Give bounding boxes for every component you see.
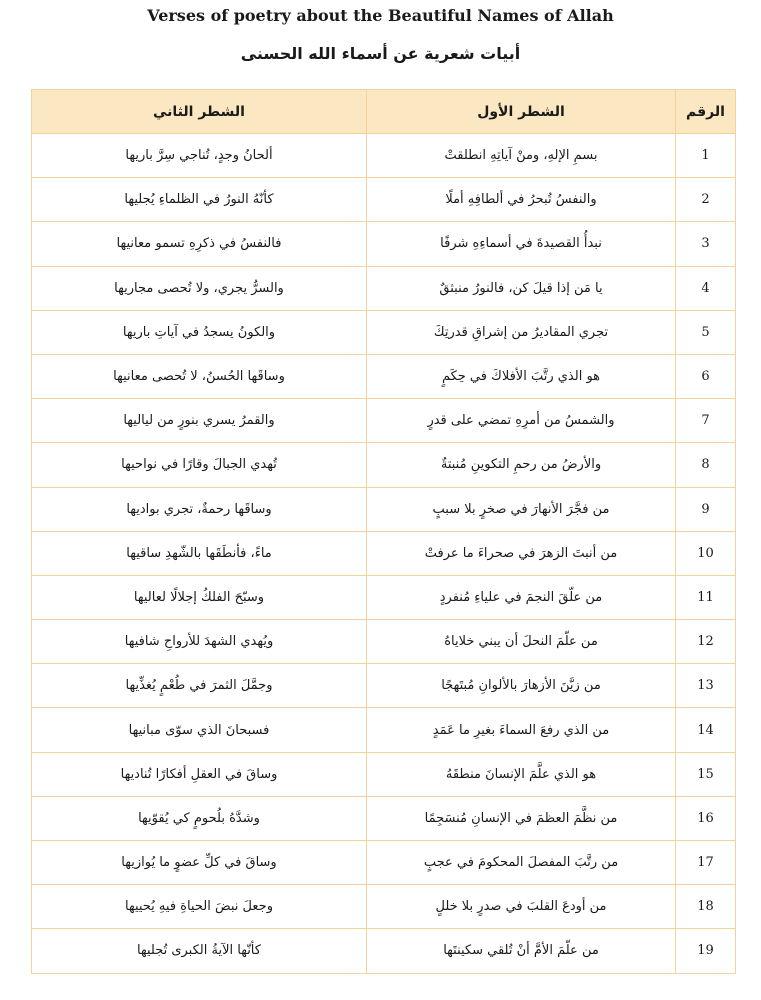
table-header-row xyxy=(32,90,736,134)
table-row xyxy=(32,354,736,398)
table-row xyxy=(32,752,736,796)
row-number: 8 xyxy=(676,443,736,487)
row-number: 4 xyxy=(676,266,736,310)
table-row xyxy=(32,310,736,354)
second-hemistich: ألحانُ وجدٍ، تُناجي سِرَّ باريها xyxy=(32,134,367,178)
second-hemistich: تُهدي الجبالَ وقارًا في نواحيها xyxy=(32,443,367,487)
first-hemistich: من أنبتَ الزهرَ في صحراءَ ما عرفتْ xyxy=(367,531,676,575)
row-number: 1 xyxy=(676,134,736,178)
row-number: 3 xyxy=(676,222,736,266)
row-number: 9 xyxy=(676,487,736,531)
first-hemistich: من علّقَ النجمَ في علياءِ مُنفردٍ xyxy=(367,575,676,619)
table-row xyxy=(32,266,736,310)
first-hemistich: هو الذي علَّمَ الإنسانَ منطقَهُ xyxy=(367,752,676,796)
table-row xyxy=(32,222,736,266)
first-hemistich: يا مَن إذا قيلَ كن، فالنورُ منبثقٌ xyxy=(367,266,676,310)
first-hemistich: من نظَّمَ العظمَ في الإنسانِ مُنسَجِمًا xyxy=(367,796,676,840)
first-hemistich: تجري المقاديرُ من إشراقِ قدرتِكَ xyxy=(367,310,676,354)
first-hemistich: هو الذي رتَّبَ الأفلاكَ في حِكَمٍ xyxy=(367,354,676,398)
row-number: 16 xyxy=(676,796,736,840)
second-hemistich: وجمَّلَ الثمرَ في طُعْمٍ يُغذِّيها xyxy=(32,664,367,708)
verses-table xyxy=(31,89,736,974)
header-number: الرقم xyxy=(676,90,736,134)
second-hemistich: وسبّحَ الفلكُ إجلالًا لعاليها xyxy=(32,575,367,619)
table-row xyxy=(32,664,736,708)
first-hemistich: من أودعَ القلبَ في صدرٍ بلا خللٍ xyxy=(367,885,676,929)
header-second-hemistich: الشطر الثاني xyxy=(32,90,367,134)
second-hemistich: كأنّها الآيةُ الكبرى تُجليها xyxy=(32,929,367,973)
table-row xyxy=(32,443,736,487)
table-row xyxy=(32,487,736,531)
second-hemistich: ويُهدي الشهدَ للأرواحِ شافيها xyxy=(32,620,367,664)
row-number: 6 xyxy=(676,354,736,398)
table-row xyxy=(32,885,736,929)
second-hemistich: وساقَها الحُسنُ، لا تُحصى معانيها xyxy=(32,354,367,398)
second-hemistich: كأنّهُ النورُ في الظلماءِ يُجليها xyxy=(32,178,367,222)
first-hemistich: من رتَّبَ المفصلَ المحكومَ في عجبٍ xyxy=(367,841,676,885)
first-hemistich: من علّمَ النحلَ أن يبني خلاياهُ xyxy=(367,620,676,664)
table-row xyxy=(32,531,736,575)
first-hemistich: والأرضُ من رحمِ التكوينِ مُنبتةٌ xyxy=(367,443,676,487)
table-row xyxy=(32,134,736,178)
row-number: 12 xyxy=(676,620,736,664)
second-hemistich: والسرُّ يجري، ولا تُحصى مجاريها xyxy=(32,266,367,310)
table-row xyxy=(32,575,736,619)
first-hemistich: والنفسُ تُبحرُ في ألطافِهِ أملًا xyxy=(367,178,676,222)
second-hemistich: فالنفسُ في ذكرِهِ تسمو معانيها xyxy=(32,222,367,266)
second-hemistich: والقمرُ يسري بنورٍ من لياليها xyxy=(32,399,367,443)
first-hemistich: من زيَّنَ الأزهارَ بالألوانِ مُبتَهجًا xyxy=(367,664,676,708)
second-hemistich: وساقَ في كلِّ عضوٍ ما يُوازيها xyxy=(32,841,367,885)
first-hemistich: نبدأُ القصيدةَ في أسماءِهِ شرفًا xyxy=(367,222,676,266)
table-row xyxy=(32,841,736,885)
second-hemistich: وساقَها رحمةٌ، تجري بواديها xyxy=(32,487,367,531)
table-row xyxy=(32,620,736,664)
first-hemistich: بسمِ الإلهِ، ومنْ آياتِهِ انطلقتْ xyxy=(367,134,676,178)
row-number: 11 xyxy=(676,575,736,619)
table-row xyxy=(32,399,736,443)
table-row xyxy=(32,178,736,222)
row-number: 15 xyxy=(676,752,736,796)
row-number: 18 xyxy=(676,885,736,929)
row-number: 14 xyxy=(676,708,736,752)
table-row xyxy=(32,708,736,752)
first-hemistich: من فجَّرَ الأنهارَ في صخرٍ بلا سببٍ xyxy=(367,487,676,531)
row-number: 17 xyxy=(676,841,736,885)
page-title-arabic: أبيات شعرية عن أسماء الله الحسنى xyxy=(240,44,521,63)
row-number: 7 xyxy=(676,399,736,443)
table-row xyxy=(32,796,736,840)
table-row xyxy=(32,929,736,973)
second-hemistich: وساقَ في العقلِ أفكارًا تُناديها xyxy=(32,752,367,796)
row-number: 2 xyxy=(676,178,736,222)
second-hemistich: ماءً، فأنطَقَها بالشّهدِ ساقيها xyxy=(32,531,367,575)
row-number: 10 xyxy=(676,531,736,575)
first-hemistich: من الذي رفعَ السماءَ بغيرِ ما عَمَدٍ xyxy=(367,708,676,752)
second-hemistich: وشدَّهُ بلُحومٍ كي يُقوّيها xyxy=(32,796,367,840)
second-hemistich: والكونُ يسجدُ في آياتِ باريها xyxy=(32,310,367,354)
row-number: 13 xyxy=(676,664,736,708)
header-first-hemistich: الشطر الأول xyxy=(367,90,676,134)
page-title-english: Verses of poetry about the Beautiful Names of Allah xyxy=(147,6,614,25)
first-hemistich: من علّمَ الأمَّ أنْ تُلقي سكينتَها xyxy=(367,929,676,973)
first-hemistich: والشمسُ من أمرِهِ تمضي على قدرٍ xyxy=(367,399,676,443)
second-hemistich: فسبحانَ الذي سوّى مبانيها xyxy=(32,708,367,752)
row-number: 19 xyxy=(676,929,736,973)
row-number: 5 xyxy=(676,310,736,354)
second-hemistich: وجعلَ نبضَ الحياةِ فيهِ يُحييها xyxy=(32,885,367,929)
